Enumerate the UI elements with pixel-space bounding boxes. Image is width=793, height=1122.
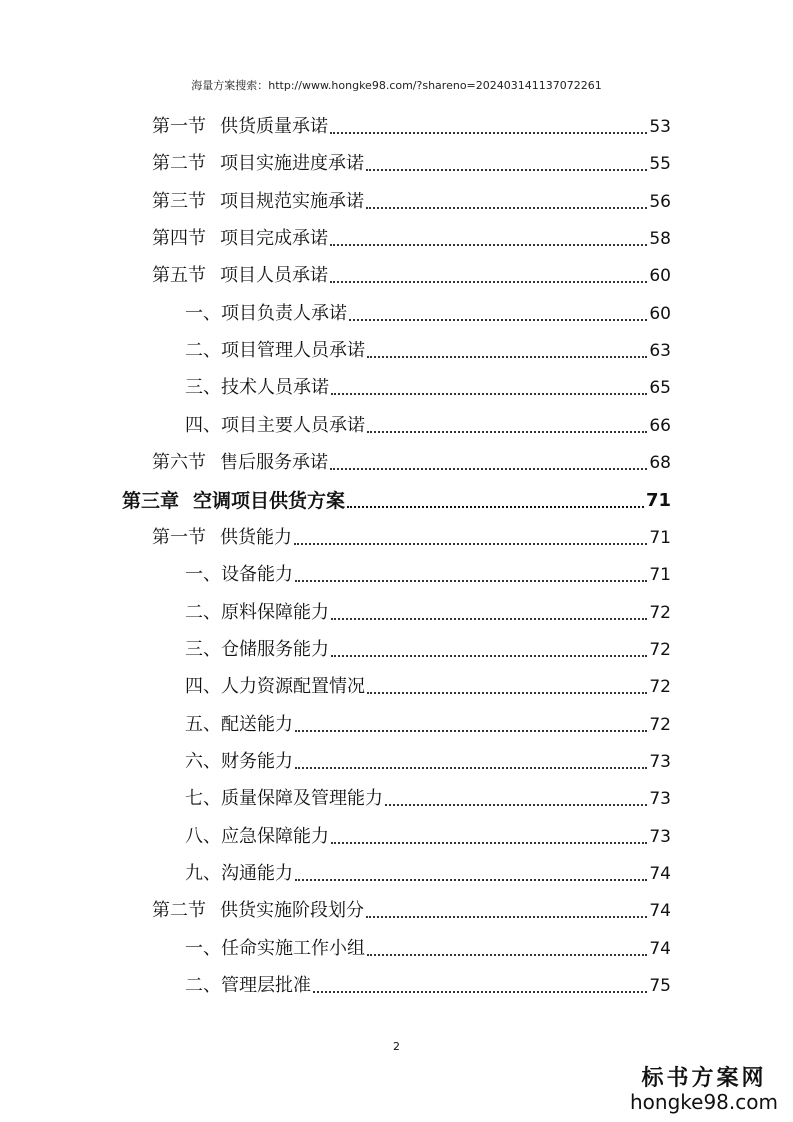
toc-entry-text: 四、项目主要人员承诺 xyxy=(185,414,365,436)
toc-entry-text: 项目人员承诺 xyxy=(220,265,328,287)
dot-leader xyxy=(295,767,647,769)
toc-entry[interactable] xyxy=(185,362,671,399)
toc-entry[interactable] xyxy=(185,848,671,885)
dot-leader xyxy=(295,730,647,732)
toc-entry-number: 第六节 xyxy=(152,452,206,474)
toc-entry-text: 二、原料保障能力 xyxy=(185,601,329,623)
dot-leader xyxy=(331,655,647,657)
toc-entry-title xyxy=(185,602,329,624)
dot-leader xyxy=(330,468,647,470)
toc-entry[interactable] xyxy=(152,101,671,138)
toc-entry-number: 第四节 xyxy=(152,228,206,250)
toc-entry-page: 74 xyxy=(649,901,671,922)
toc-entry-title xyxy=(152,228,328,250)
toc-entry-page: 71 xyxy=(649,527,671,548)
toc-entry-page: 63 xyxy=(649,341,671,362)
dot-leader xyxy=(367,431,647,433)
toc-entry-title xyxy=(152,527,292,549)
toc-entry-page: 74 xyxy=(649,864,671,884)
dot-leader xyxy=(366,169,647,171)
toc-entry[interactable] xyxy=(185,923,671,960)
dot-leader xyxy=(330,244,647,246)
dot-leader xyxy=(294,543,647,545)
toc-entry-text: 五、配送能力 xyxy=(185,713,293,735)
toc-entry-page: 75 xyxy=(649,976,671,997)
toc-entry-page: 65 xyxy=(649,378,671,399)
toc-entry-text: 三、技术人员承诺 xyxy=(185,377,329,399)
toc-entry-text: 四、人力资源配置情况 xyxy=(185,676,365,698)
toc-entry-page: 71 xyxy=(645,489,671,511)
toc-entry-text: 七、质量保障及管理能力 xyxy=(185,788,383,810)
toc-entry-page: 68 xyxy=(649,453,671,474)
toc-entry-title xyxy=(185,751,293,773)
toc-entry-number: 第二节 xyxy=(152,153,206,175)
toc-entry-page: 71 xyxy=(649,565,671,586)
toc-entry-title xyxy=(185,938,365,960)
dot-leader xyxy=(330,281,647,283)
dot-leader xyxy=(367,954,647,956)
toc-entry-text: 项目实施进度承诺 xyxy=(220,153,364,175)
toc-entry-text: 项目完成承诺 xyxy=(220,228,328,250)
dot-leader xyxy=(366,916,647,918)
dot-leader xyxy=(295,879,647,881)
dot-leader xyxy=(367,356,647,358)
toc-entry-title xyxy=(185,826,329,848)
toc-entry-page: 53 xyxy=(649,117,671,137)
toc-entry-page: 73 xyxy=(649,751,671,772)
dot-leader xyxy=(331,618,647,620)
toc-entry-title xyxy=(152,265,328,287)
toc-entry-text: 一、项目负责人承诺 xyxy=(185,302,347,324)
toc-entry-page: 73 xyxy=(649,789,671,810)
toc-entry-number: 第五节 xyxy=(152,265,206,287)
toc-entry-text: 供货能力 xyxy=(220,526,292,548)
toc-entry-text: 一、设备能力 xyxy=(185,564,293,586)
toc-entry-text: 供货实施阶段划分 xyxy=(220,900,364,922)
toc-entry[interactable] xyxy=(185,288,671,325)
toc-entry-title xyxy=(185,340,365,362)
toc-entry-title xyxy=(185,975,311,997)
toc-entry-title xyxy=(185,714,293,736)
toc-entry-text: 空调项目供货方案 xyxy=(193,489,346,512)
toc-entry[interactable] xyxy=(185,699,671,736)
toc-entry-text: 供货质量承诺 xyxy=(220,116,328,137)
toc-entry[interactable] xyxy=(152,250,671,287)
toc-entry[interactable] xyxy=(185,549,671,586)
toc-entry[interactable] xyxy=(185,661,671,698)
toc-entry[interactable] xyxy=(185,400,671,437)
dot-leader xyxy=(313,991,647,993)
toc-entry-number: 第一节 xyxy=(152,526,206,548)
toc-entry-title xyxy=(152,900,364,922)
toc-entry-page: 72 xyxy=(649,639,671,660)
toc-entry-page: 60 xyxy=(649,266,671,287)
toc-entry-title xyxy=(152,153,364,175)
toc-entry-number: 第三节 xyxy=(152,190,206,212)
dot-leader xyxy=(331,842,647,844)
toc-entry-text: 二、项目管理人员承诺 xyxy=(185,340,365,362)
page-number: 2 xyxy=(393,1040,400,1053)
toc-entry[interactable] xyxy=(152,213,671,250)
toc-entry-page: 74 xyxy=(649,938,671,959)
toc-entry[interactable] xyxy=(152,437,671,474)
toc-entry-text: 三、仓储服务能力 xyxy=(185,638,329,660)
toc-entry[interactable] xyxy=(152,512,671,549)
toc-entry-page: 72 xyxy=(649,677,671,698)
dot-leader xyxy=(385,804,647,806)
toc-entry[interactable] xyxy=(185,325,671,362)
dot-leader xyxy=(331,393,647,395)
toc-entry-text: 八、应急保障能力 xyxy=(185,825,329,847)
toc-entry-number: 第三章 xyxy=(122,489,180,512)
toc-entry-title xyxy=(185,377,329,399)
toc-entry-title xyxy=(185,564,293,586)
toc-entry-number: 第一节 xyxy=(152,116,206,137)
toc-entry-page: 55 xyxy=(649,154,671,175)
toc-entry[interactable] xyxy=(185,736,671,773)
toc-entry-text: 二、管理层批准 xyxy=(185,975,311,997)
toc-entry-text: 六、财务能力 xyxy=(185,750,293,772)
toc-entry[interactable] xyxy=(152,885,671,922)
toc-entry-page: 73 xyxy=(649,826,671,847)
toc-entry-title xyxy=(185,639,329,661)
toc-entry[interactable] xyxy=(122,475,671,512)
watermark-text-cn: 标书方案网 xyxy=(641,1066,767,1091)
toc-entry-title xyxy=(185,303,347,325)
toc-entry-page: 66 xyxy=(649,415,671,436)
dot-leader xyxy=(349,319,647,321)
watermark-text-en: hongke98.com xyxy=(630,1090,778,1114)
dot-leader xyxy=(367,692,647,694)
toc-entry-page: 60 xyxy=(649,303,671,324)
toc-entry-text: 项目规范实施承诺 xyxy=(220,190,364,212)
toc-entry-page: 56 xyxy=(649,191,671,212)
toc-entry[interactable] xyxy=(185,811,671,848)
toc-entry-page: 72 xyxy=(649,714,671,735)
toc-entry-title xyxy=(185,863,293,885)
toc-entry-text: 一、任命实施工作小组 xyxy=(185,937,365,959)
dot-leader xyxy=(295,580,647,582)
toc-entry-title xyxy=(152,452,328,474)
toc-entry-text: 九、沟通能力 xyxy=(185,863,293,884)
toc-entry-page: 72 xyxy=(649,602,671,623)
dot-leader xyxy=(366,207,647,209)
toc-entry-title xyxy=(185,788,383,810)
watermark-logo xyxy=(629,1061,779,1114)
toc-entry-page: 58 xyxy=(649,229,671,250)
toc-entry-title xyxy=(122,490,345,512)
dot-leader xyxy=(347,506,644,508)
toc-entry[interactable] xyxy=(185,587,671,624)
toc-entry-number: 第二节 xyxy=(152,900,206,922)
toc-entry[interactable] xyxy=(152,176,671,213)
toc-entry[interactable] xyxy=(185,960,671,997)
toc-entry-title xyxy=(152,191,364,213)
toc-entry[interactable] xyxy=(152,138,671,175)
toc-entry[interactable] xyxy=(185,624,671,661)
page-header: 海量方案搜索：http://www.hongke98.com/?shareno=202403141137072261 xyxy=(191,79,602,92)
dot-leader xyxy=(330,132,647,134)
toc-entry-text: 售后服务承诺 xyxy=(220,452,328,474)
toc-entry[interactable] xyxy=(185,773,671,810)
toc-entry-title xyxy=(185,415,365,437)
toc-entry-title xyxy=(185,676,365,698)
toc-entry-title xyxy=(152,116,328,138)
